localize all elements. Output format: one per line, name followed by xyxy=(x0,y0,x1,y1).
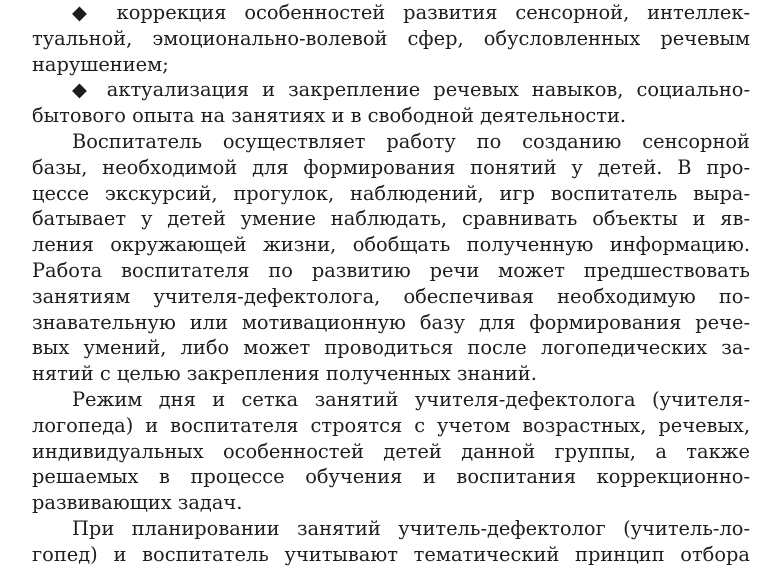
text-line: знавательную или мотивационную базу для формирования рече- xyxy=(32,310,750,334)
text-line: ◆ коррекция особенностей развития сенсорной, интеллек- xyxy=(72,1,750,24)
text-line: бытового опыта на занятиях и в свободной деятельности. xyxy=(32,104,627,128)
text-line: нятий с целью закрепления полученных знаний. xyxy=(32,362,537,386)
text-line: Работа воспитателя по развитию речи может предшествовать xyxy=(32,259,750,282)
text-line: цессе экскурсий, прогулок, наблюдений, игр воспитатель выра- xyxy=(32,181,750,205)
text-line: вых умений, либо может проводиться после логопедических за- xyxy=(32,336,750,360)
text-line: развивающих задач. xyxy=(32,491,243,515)
text-line: гопед) и воспитатель учитывают тематический принцип отбора xyxy=(32,542,750,566)
text-line: базы, необходимой для формирования понятий у детей. В про- xyxy=(32,155,750,179)
text-line: Режим дня и сетка занятий учителя-дефектолога (учителя- xyxy=(72,388,750,411)
text-line: туальной, эмоционально-волевой сфер, обусловленных речевым xyxy=(32,26,750,50)
text-line: ления окружающей жизни, обобщать полученную информацию. xyxy=(32,233,750,257)
text-line: При планировании занятий учитель-дефектолог (учитель-ло- xyxy=(72,517,750,540)
text-line: нарушением; xyxy=(32,52,169,76)
text-line: ◆ актуализация и закрепление речевых навыков, социально- xyxy=(72,78,750,102)
text-line: решаемых в процессе обучения и воспитания коррекционно- xyxy=(32,465,750,489)
text-line: батывает у детей умение наблюдать, сравнивать объекты и яв- xyxy=(32,207,750,231)
text-line: Воспитатель осуществляет работу по созданию сенсорной xyxy=(72,130,750,153)
text-line: индивидуальных особенностей детей данной группы, а также xyxy=(32,439,750,463)
text-line: занятиям учителя-дефектолога, обеспечивая необходимую по- xyxy=(32,284,750,308)
text-line: логопеда) и воспитателя строятся с учетом возрастных, речевых, xyxy=(32,413,750,437)
